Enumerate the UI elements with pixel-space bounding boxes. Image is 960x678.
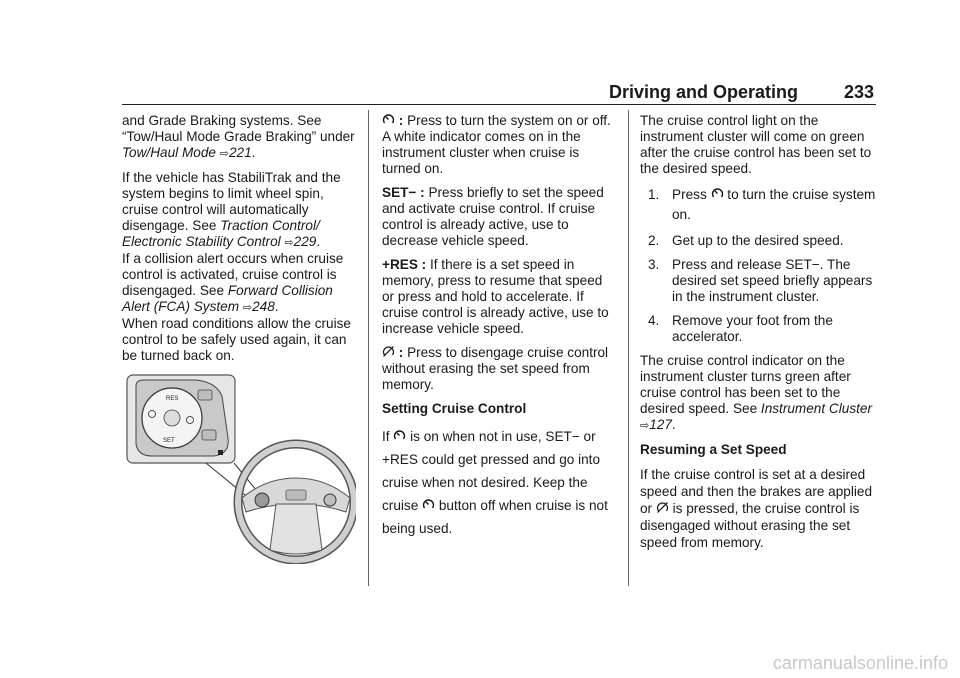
heading-setting-cruise: Setting Cruise Control	[382, 401, 527, 416]
cruise-speedometer-icon	[422, 498, 435, 511]
ref-page[interactable]: 248	[252, 299, 275, 314]
cruise-speedometer-icon	[382, 113, 395, 126]
cancel-label: :	[395, 345, 404, 360]
heading-resuming-speed: Resuming a Set Speed	[640, 442, 787, 457]
on-off-label: :	[395, 113, 404, 128]
column-left	[122, 113, 358, 372]
watermark: carmanualsonline.info	[772, 653, 948, 673]
cruise-cancel-icon	[656, 501, 669, 514]
ref-link-fca[interactable]: Forward Collision Alert (FCA) System	[122, 283, 333, 314]
cruise-speedometer-icon	[711, 187, 724, 200]
list-item: 4. Remove your foot from the accelerator.	[648, 313, 833, 344]
paragraph-road-conditions: When road conditions allow the cruise control to be safely used again, it can be turned back on.	[122, 316, 351, 363]
list-item: 2. Get up to the desired speed.	[648, 233, 844, 248]
cruise-speedometer-icon	[393, 429, 406, 442]
paragraph-res: +RES : If there is a set speed in memory, press to resume that speed or press and hold to accelerate. If cruise control is already active, use to increase vehicle speed.	[382, 257, 609, 336]
steps-list	[640, 185, 876, 345]
page-reference-arrow-icon: ⇨	[219, 148, 229, 160]
column-divider	[628, 110, 629, 586]
paragraph-collision-alert: If a collision alert occurs when cruise control is activated, cruise control is disengaged. See Forward Collision Alert (FCA) System ⇨248.	[122, 251, 344, 314]
list-item: 1. Press to turn the cruise system on.	[648, 187, 876, 222]
ref-link-tow-haul[interactable]: Tow/Haul Mode	[122, 145, 216, 160]
ref-link-instrument-cluster[interactable]: Instrument Cluster	[760, 401, 872, 416]
page-header	[122, 82, 876, 105]
ref-page[interactable]: 221	[228, 145, 252, 160]
page-reference-arrow-icon: ⇨	[640, 420, 650, 432]
paragraph-setting-cruise: If is on when not in use, SET− or +RES could get pressed and go into cruise when not desired. Keep the cruise button off when cruise is not being used.	[382, 429, 608, 536]
list-item: 3. Press and release SET−. The desired set speed briefly appears in the instrument cluster.	[648, 257, 873, 304]
set-button-label: SET	[163, 438, 175, 444]
res-label: +RES :	[382, 257, 427, 272]
column-right	[640, 113, 876, 559]
steering-wheel-illustration	[126, 374, 356, 564]
page-reference-arrow-icon: ⇨	[242, 302, 253, 314]
cruise-cancel-icon	[382, 345, 395, 358]
ref-page[interactable]: 127	[649, 417, 672, 432]
page-reference-arrow-icon: ⇨	[284, 237, 294, 249]
ref-link-traction-control[interactable]: Traction Control/ Electronic Stability Control	[122, 218, 320, 249]
paragraph-set: SET− : Press briefly to set the speed and activate cruise control. If cruise control is already active, use to decrease vehicle speed.	[382, 185, 604, 248]
paragraph-grade-braking: and Grade Braking systems. See “Tow/Haul Mode Grade Braking” under Tow/Haul Mode ⇨221.	[122, 113, 355, 160]
paragraph-stabilitrak: If the vehicle has StabiliTrak and the system begins to limit wheel spin, cruise control will automatically disengage. See Traction Control/ Electronic Stability Control ⇨229.	[122, 170, 341, 249]
column-divider	[368, 110, 369, 586]
page-number: 233	[843, 82, 874, 102]
paragraph-on-off: : Press to turn the system on or off. A white indicator comes on in the instrument cluster when cruise is turned on.	[382, 113, 611, 176]
column-middle	[382, 113, 618, 548]
set-label: SET− :	[382, 185, 425, 200]
section-title: Driving and Operating	[608, 82, 798, 102]
paragraph-indicator-green: The cruise control indicator on the instrument cluster turns green after cruise control has been set to the desired speed. See Instrument Cluster ⇨127.	[640, 353, 872, 432]
svg-text:RES: RES	[166, 396, 179, 402]
ref-page[interactable]: 229	[293, 234, 317, 249]
paragraph-cruise-light: The cruise control light on the instrument cluster will come on green after the cruise control has been set to the desired speed.	[640, 113, 872, 176]
paragraph-resuming-speed: If the cruise control is set at a desired speed and then the brakes are applied or is pressed, the cruise control is disengaged without erasing the set speed from memory.	[640, 467, 873, 550]
paragraph-cancel: : Press to disengage cruise control without erasing the set speed from memory.	[382, 345, 609, 392]
